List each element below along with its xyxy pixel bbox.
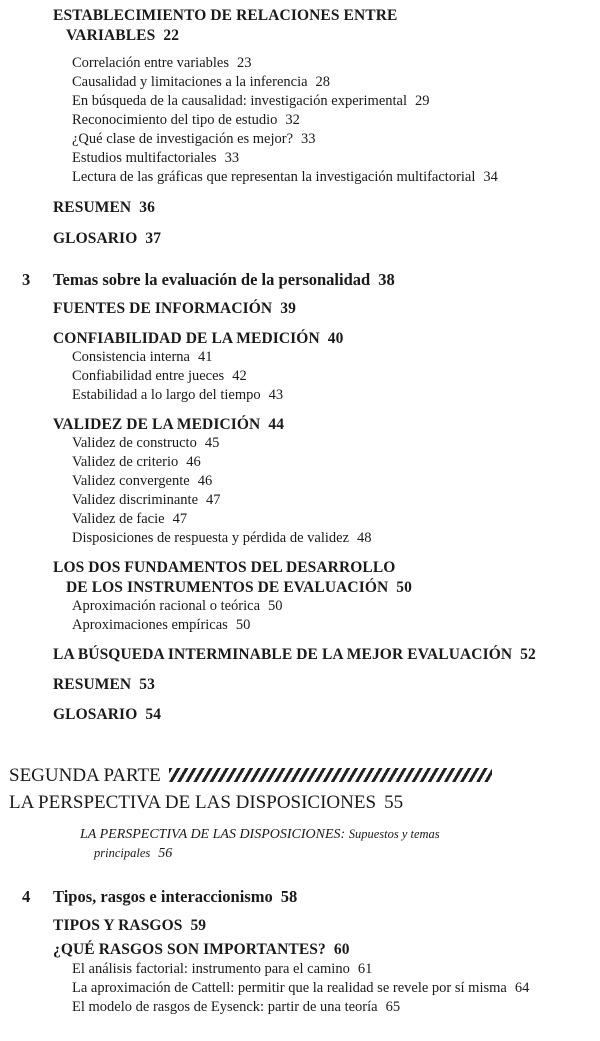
toc-entry-label: El análisis factorial: instrumento para el camino <box>72 961 350 977</box>
page-number: 33 <box>224 150 240 166</box>
toc-entry <box>72 454 201 470</box>
toc-entry-label: Estudios multifactoriales <box>72 150 217 166</box>
toc-entry <box>72 150 239 166</box>
toc-entry-label: Correlación entre variables <box>72 55 230 71</box>
toc-heading-text: TIPOS Y RASGOS <box>53 917 183 934</box>
toc-entry <box>72 530 372 546</box>
part-heading <box>9 765 492 787</box>
toc-heading-relaciones <box>53 6 397 46</box>
page-number: 33 <box>301 131 316 147</box>
toc-heading-validez <box>53 415 284 435</box>
toc-entry <box>72 169 498 185</box>
toc-entry-label: Disposiciones de respuesta y pérdida de validez <box>72 530 350 546</box>
toc-heading-line <box>53 578 412 598</box>
toc-entry-label: Validez de facie <box>72 511 165 527</box>
page-number: 23 <box>237 55 252 71</box>
chapter-number: 3 <box>22 270 31 289</box>
toc-heading-resumen <box>53 198 155 218</box>
page-number: 58 <box>280 887 298 906</box>
page-number: 52 <box>520 646 536 663</box>
toc-heading-text: VARIABLES <box>66 27 156 44</box>
toc-entry-label: Estabilidad a lo largo del tiempo <box>72 387 261 403</box>
intro-label-small: Supuestos y temas <box>348 827 440 841</box>
toc-heading-confiabilidad <box>53 329 343 349</box>
page-number: 50 <box>235 617 251 633</box>
part-title <box>9 792 403 814</box>
toc-heading-text: GLOSARIO <box>53 230 138 247</box>
page-number: 38 <box>378 270 395 289</box>
toc-entry-label: Validez de criterio <box>72 454 179 470</box>
page-number: 53 <box>139 676 155 693</box>
toc-entry <box>72 511 187 527</box>
page-number: 55 <box>384 792 404 813</box>
page-number: 22 <box>163 27 180 44</box>
page-number: 41 <box>197 349 213 365</box>
toc-entry <box>72 980 529 996</box>
page-number: 40 <box>327 330 344 347</box>
toc-entry <box>72 349 212 365</box>
toc-entry <box>72 55 252 71</box>
part-title-text: LA PERSPECTIVA DE LAS DISPOSICIONES <box>9 792 377 813</box>
toc-entry-label: Consistencia interna <box>72 349 190 365</box>
toc-entry <box>72 598 283 614</box>
toc-heading-text: RESUMEN <box>53 199 132 216</box>
toc-chapter-4 <box>22 887 297 907</box>
toc-entry <box>72 74 330 90</box>
toc-entry <box>72 368 247 384</box>
toc-entry-label: Causalidad y limitaciones a la inferencia <box>72 74 308 90</box>
intro-label: LA PERSPECTIVA DE LAS DISPOSICIONES: <box>80 827 346 842</box>
toc-entry <box>72 961 372 977</box>
toc-entry <box>72 112 300 128</box>
page-number: 32 <box>285 112 300 128</box>
toc-entry <box>72 435 219 451</box>
chapter-title: Tipos, rasgos e interaccionismo <box>53 887 273 906</box>
toc-entry <box>72 617 250 633</box>
page-number: 28 <box>315 74 331 90</box>
page-number: 36 <box>139 199 155 216</box>
toc-heading-text: RESUMEN <box>53 676 132 693</box>
page-number: 47 <box>172 511 188 527</box>
toc-heading-glosario <box>53 705 161 725</box>
toc-entry <box>72 131 316 147</box>
intro-line <box>80 825 440 844</box>
page-number: 37 <box>145 230 162 247</box>
toc-entry-label: En búsqueda de la causalidad: investigación experimental <box>72 93 407 109</box>
toc-heading-glosario <box>53 229 161 249</box>
toc-heading-text: CONFIABILIDAD DE LA MEDICIÓN <box>53 330 320 347</box>
page-number: 60 <box>333 941 350 958</box>
toc-entry-label: ¿Qué clase de investigación es mejor? <box>72 131 294 147</box>
toc-entry-label: Aproximación racional o teórica <box>72 598 261 614</box>
toc-entry <box>72 473 212 489</box>
page-number: 59 <box>190 917 207 934</box>
page-number: 56 <box>158 846 173 861</box>
page-number: 47 <box>206 492 221 508</box>
decorative-band <box>169 768 492 782</box>
toc-entry-label: Reconocimiento del tipo de estudio <box>72 112 278 128</box>
toc-heading-tipos <box>53 916 206 936</box>
page-number: 45 <box>204 435 220 451</box>
page-number: 44 <box>268 416 285 433</box>
page-number: 65 <box>385 999 401 1015</box>
toc-entry <box>72 999 400 1015</box>
toc-entry-label: Validez discriminante <box>72 492 199 508</box>
toc-heading-text: ¿QUÉ RASGOS SON IMPORTANTES? <box>53 941 326 958</box>
toc-heading-rasgos <box>53 940 350 960</box>
toc-entry-label: Aproximaciones empíricas <box>72 617 228 633</box>
page-number: 61 <box>357 961 373 977</box>
intro-line <box>80 844 440 863</box>
toc-heading-resumen <box>53 675 155 695</box>
toc-entry-label: El modelo de rasgos de Eysenck: partir de una teoría <box>72 999 378 1015</box>
toc-heading-text: LA BÚSQUEDA INTERMINABLE DE LA MEJOR EVALUACIÓN <box>53 646 513 663</box>
toc-heading-text: GLOSARIO <box>53 706 138 723</box>
page-number: 48 <box>357 530 372 546</box>
toc-heading-line: LOS DOS FUNDAMENTOS DEL DESARROLLO <box>53 559 396 576</box>
intro-label-small: principales <box>94 846 151 860</box>
toc-heading-busqueda <box>53 645 536 665</box>
toc-heading-fuentes <box>53 299 296 319</box>
toc-heading-text: DE LOS INSTRUMENTOS DE EVALUACIÓN <box>66 579 389 596</box>
toc-heading-fundamentos <box>53 558 412 598</box>
toc-chapter-3 <box>22 270 395 290</box>
page-number: 43 <box>268 387 284 403</box>
toc-heading-text: VALIDEZ DE LA MEDICIÓN <box>53 416 261 433</box>
toc-entry <box>72 93 430 109</box>
part-label: SEGUNDA PARTE <box>9 765 161 786</box>
page-number: 54 <box>145 706 162 723</box>
toc-entry <box>72 387 283 403</box>
page-number: 34 <box>483 169 498 185</box>
page-number: 39 <box>280 300 296 317</box>
toc-heading-line <box>53 26 397 46</box>
toc-entry-label: Validez convergente <box>72 473 190 489</box>
toc-entry-label: Confiabilidad entre jueces <box>72 368 225 384</box>
toc-entry <box>72 492 221 508</box>
page-number: 64 <box>514 980 530 996</box>
page-number: 42 <box>232 368 247 384</box>
page-number: 29 <box>415 93 430 109</box>
page-number: 50 <box>396 579 412 596</box>
toc-heading-line: ESTABLECIMIENTO DE RELACIONES ENTRE <box>53 7 398 24</box>
page-number: 46 <box>197 473 213 489</box>
page-number: 46 <box>186 454 201 470</box>
part-intro-entry <box>80 825 440 863</box>
toc-entry-label: La aproximación de Cattell: permitir que la realidad se revele por sí misma <box>72 980 507 996</box>
page-number: 50 <box>268 598 283 614</box>
toc-entry-label: Validez de constructo <box>72 435 197 451</box>
chapter-number: 4 <box>22 887 31 906</box>
toc-entry-label: Lectura de las gráficas que representan la investigación multifactorial <box>72 169 476 185</box>
toc-heading-text: FUENTES DE INFORMACIÓN <box>53 300 273 317</box>
chapter-title: Temas sobre la evaluación de la personalidad <box>53 270 371 289</box>
